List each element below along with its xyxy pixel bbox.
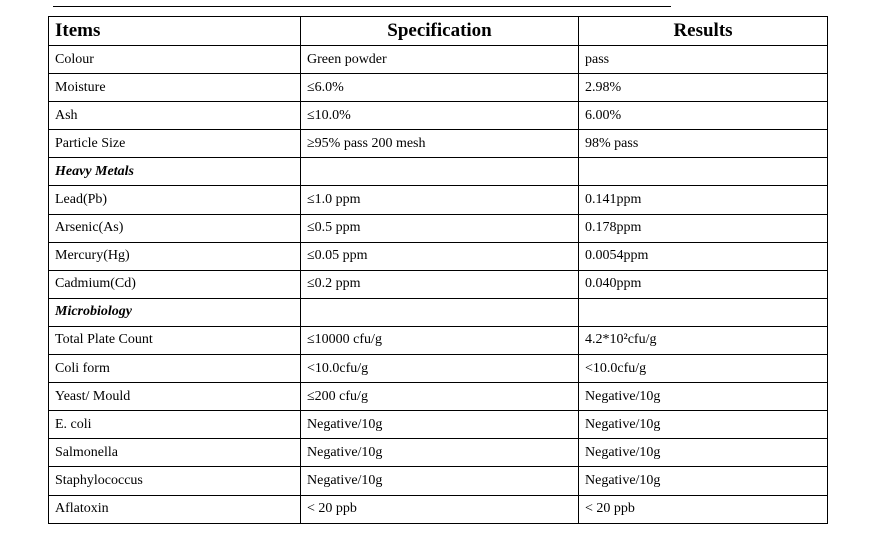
item-cell: Aflatoxin bbox=[49, 495, 301, 523]
result-cell: Negative/10g bbox=[579, 467, 828, 495]
spec-cell: ≤200 cfu/g bbox=[301, 383, 579, 411]
result-cell: < 20 ppb bbox=[579, 495, 828, 523]
item-cell: Lead(Pb) bbox=[49, 186, 301, 214]
result-cell: 0.141ppm bbox=[579, 186, 828, 214]
top-rule-line bbox=[53, 6, 671, 7]
table-row bbox=[49, 270, 828, 298]
spec-cell: Negative/10g bbox=[301, 439, 579, 467]
result-cell: Negative/10g bbox=[579, 439, 828, 467]
item-cell: Coli form bbox=[49, 355, 301, 383]
item-cell: Cadmium(Cd) bbox=[49, 270, 301, 298]
item-cell: Arsenic(As) bbox=[49, 214, 301, 242]
item-cell: Particle Size bbox=[49, 130, 301, 158]
result-cell bbox=[579, 158, 828, 186]
table-row bbox=[49, 242, 828, 270]
result-cell: 4.2*10²cfu/g bbox=[579, 326, 828, 354]
section-label: Microbiology bbox=[49, 298, 301, 326]
spec-cell: ≤0.5 ppm bbox=[301, 214, 579, 242]
result-cell: Negative/10g bbox=[579, 411, 828, 439]
result-cell: pass bbox=[579, 46, 828, 74]
table-row bbox=[49, 383, 828, 411]
table-row bbox=[49, 130, 828, 158]
spec-cell: ≤1.0 ppm bbox=[301, 186, 579, 214]
spec-cell: < 20 ppb bbox=[301, 495, 579, 523]
result-cell: 0.040ppm bbox=[579, 270, 828, 298]
item-cell: E. coli bbox=[49, 411, 301, 439]
table-row bbox=[49, 355, 828, 383]
table-row bbox=[49, 46, 828, 74]
spec-cell: <10.0cfu/g bbox=[301, 355, 579, 383]
item-cell: Salmonella bbox=[49, 439, 301, 467]
item-cell: Total Plate Count bbox=[49, 326, 301, 354]
table-row bbox=[49, 439, 828, 467]
table-row bbox=[49, 74, 828, 102]
item-cell: Ash bbox=[49, 102, 301, 130]
spec-cell: Negative/10g bbox=[301, 411, 579, 439]
header-specification: Specification bbox=[301, 17, 579, 46]
section-row-microbiology bbox=[49, 298, 828, 326]
item-cell: Mercury(Hg) bbox=[49, 242, 301, 270]
spec-cell: ≤0.2 ppm bbox=[301, 270, 579, 298]
spec-cell: ≤10000 cfu/g bbox=[301, 326, 579, 354]
table-row bbox=[49, 467, 828, 495]
spec-cell: ≥95% pass 200 mesh bbox=[301, 130, 579, 158]
result-cell: <10.0cfu/g bbox=[579, 355, 828, 383]
result-cell: 98% pass bbox=[579, 130, 828, 158]
header-results: Results bbox=[579, 17, 828, 46]
table-header-row bbox=[49, 17, 828, 46]
result-cell: 0.178ppm bbox=[579, 214, 828, 242]
spec-cell: ≤0.05 ppm bbox=[301, 242, 579, 270]
spec-cell: ≤10.0% bbox=[301, 102, 579, 130]
item-cell: Yeast/ Mould bbox=[49, 383, 301, 411]
table-row bbox=[49, 214, 828, 242]
table-row bbox=[49, 326, 828, 354]
specification-table bbox=[48, 16, 828, 524]
result-cell bbox=[579, 298, 828, 326]
result-cell: 6.00% bbox=[579, 102, 828, 130]
result-cell: 2.98% bbox=[579, 74, 828, 102]
table-row bbox=[49, 102, 828, 130]
table-row bbox=[49, 411, 828, 439]
result-cell: Negative/10g bbox=[579, 383, 828, 411]
section-label: Heavy Metals bbox=[49, 158, 301, 186]
section-row-heavy-metals bbox=[49, 158, 828, 186]
spec-cell: ≤6.0% bbox=[301, 74, 579, 102]
result-cell: 0.0054ppm bbox=[579, 242, 828, 270]
spec-cell bbox=[301, 298, 579, 326]
item-cell: Colour bbox=[49, 46, 301, 74]
table-row bbox=[49, 186, 828, 214]
header-items: Items bbox=[49, 17, 301, 46]
spec-cell bbox=[301, 158, 579, 186]
spec-cell: Green powder bbox=[301, 46, 579, 74]
spec-cell: Negative/10g bbox=[301, 467, 579, 495]
item-cell: Moisture bbox=[49, 74, 301, 102]
table-row bbox=[49, 495, 828, 523]
item-cell: Staphylococcus bbox=[49, 467, 301, 495]
